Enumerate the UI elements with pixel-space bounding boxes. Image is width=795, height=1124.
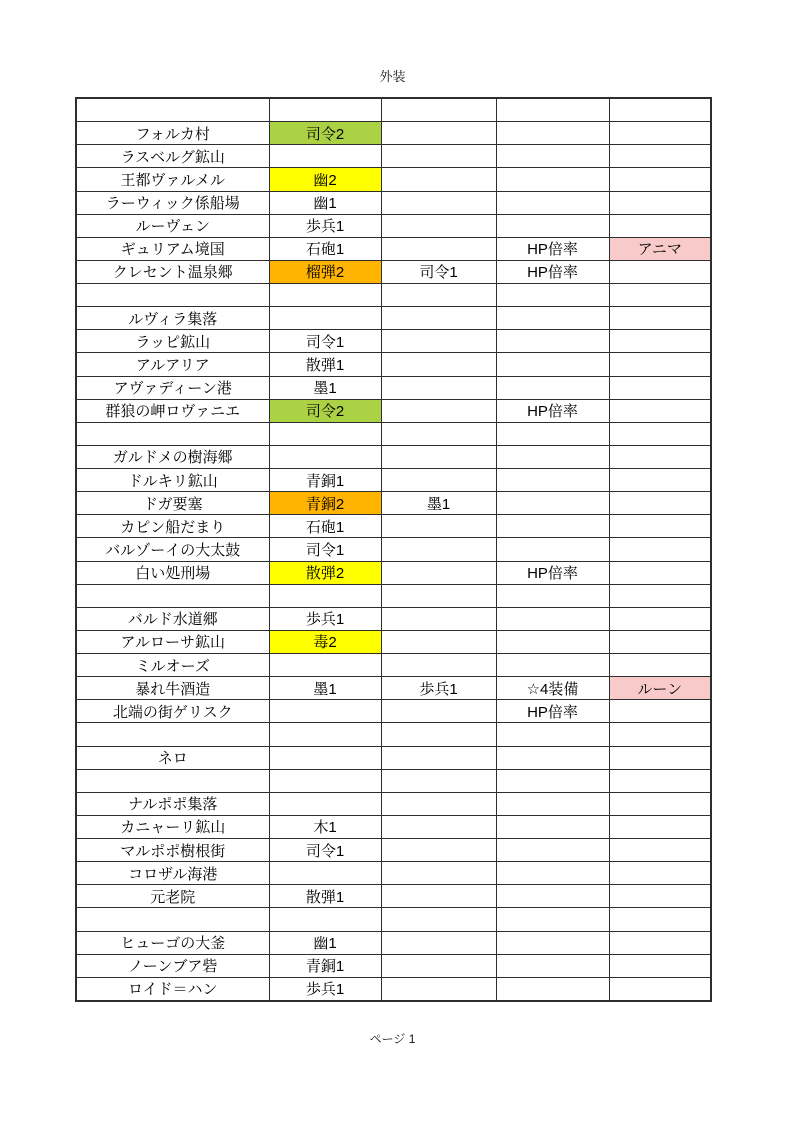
table-cell [381, 839, 496, 862]
table-cell: 青銅1 [269, 469, 381, 492]
table-cell [269, 908, 381, 931]
table-cell: 司令1 [381, 260, 496, 283]
table-cell [269, 445, 381, 468]
table-cell [76, 422, 269, 445]
table-cell [381, 977, 496, 1001]
table-row [76, 607, 711, 630]
spreadsheet-table [75, 97, 712, 1002]
table-cell: ラスベルグ鉱山 [76, 145, 269, 168]
table-cell [609, 307, 711, 330]
table-cell: ミルオーズ [76, 654, 269, 677]
table-cell [609, 654, 711, 677]
table-cell: 青銅2 [269, 492, 381, 515]
table-cell: ネロ [76, 746, 269, 769]
table-cell [496, 654, 609, 677]
table-row [76, 815, 711, 838]
table-cell [76, 98, 269, 122]
table-cell [496, 122, 609, 145]
table-cell [609, 353, 711, 376]
table-cell: 群狼の岬ロヴァニエ [76, 399, 269, 422]
table-row [76, 977, 711, 1001]
table-row [76, 98, 711, 122]
table-cell [609, 584, 711, 607]
table-cell: マルポポ樹根街 [76, 839, 269, 862]
table-cell [609, 538, 711, 561]
table-cell [609, 98, 711, 122]
table-cell [381, 654, 496, 677]
table-cell [381, 214, 496, 237]
table-cell [609, 885, 711, 908]
table-cell [381, 561, 496, 584]
table-cell [496, 746, 609, 769]
table-cell [496, 422, 609, 445]
table-row [76, 839, 711, 862]
table-cell [609, 330, 711, 353]
table-cell [496, 954, 609, 977]
table-row [76, 214, 711, 237]
table-cell [496, 607, 609, 630]
table-row [76, 353, 711, 376]
table-row [76, 260, 711, 283]
table-cell: ギュリアム境国 [76, 237, 269, 260]
table-cell: 元老院 [76, 885, 269, 908]
table-cell [381, 746, 496, 769]
table-cell [609, 422, 711, 445]
table-cell [76, 284, 269, 307]
table-cell: ロイド＝ハン [76, 977, 269, 1001]
table-cell [496, 376, 609, 399]
table-cell [609, 792, 711, 815]
table-cell [609, 168, 711, 191]
table-cell: HP倍率 [496, 700, 609, 723]
table-cell [609, 191, 711, 214]
table-cell: 木1 [269, 815, 381, 838]
table-cell: 白い処刑場 [76, 561, 269, 584]
table-row [76, 330, 711, 353]
table-cell: HP倍率 [496, 237, 609, 260]
table-cell: 司令1 [269, 538, 381, 561]
table-cell: ヒューゴの大釜 [76, 931, 269, 954]
table-cell [496, 145, 609, 168]
table-row [76, 307, 711, 330]
table-cell [496, 353, 609, 376]
table-cell: 散弾1 [269, 885, 381, 908]
table-cell: バルゾーイの大太鼓 [76, 538, 269, 561]
table-cell [269, 862, 381, 885]
table-row [76, 931, 711, 954]
page-number: ページ 1 [369, 1032, 416, 1046]
table-cell [381, 191, 496, 214]
table-cell [496, 630, 609, 653]
table-cell: 榴弾2 [269, 260, 381, 283]
table-cell [381, 284, 496, 307]
table-cell [381, 931, 496, 954]
table-cell: 歩兵1 [381, 677, 496, 700]
table-cell [609, 214, 711, 237]
table-cell [381, 769, 496, 792]
table-cell: 北端の街ゲリスク [76, 700, 269, 723]
table-cell: ガルドメの樹海郷 [76, 445, 269, 468]
table-row [76, 538, 711, 561]
table-row [76, 422, 711, 445]
table-cell [76, 584, 269, 607]
table-cell: アルアリア [76, 353, 269, 376]
table-cell [381, 445, 496, 468]
table-cell: 司令1 [269, 330, 381, 353]
table-row [76, 792, 711, 815]
table-cell [381, 607, 496, 630]
table-cell: 石砲1 [269, 515, 381, 538]
table-cell [609, 445, 711, 468]
table-cell [609, 908, 711, 931]
table-row [76, 723, 711, 746]
table-cell [381, 353, 496, 376]
table-cell [496, 515, 609, 538]
table-cell: ナルポポ集落 [76, 792, 269, 815]
table-cell: 墨1 [269, 376, 381, 399]
table-cell [269, 769, 381, 792]
table-cell: 石砲1 [269, 237, 381, 260]
table-row [76, 584, 711, 607]
table-cell [609, 515, 711, 538]
table-cell: 幽2 [269, 168, 381, 191]
table-cell [381, 792, 496, 815]
table-cell [381, 237, 496, 260]
table-cell: アヴァディーン港 [76, 376, 269, 399]
table-cell: クレセント温泉郷 [76, 260, 269, 283]
table-row [76, 862, 711, 885]
table-cell: ドルキリ鉱山 [76, 469, 269, 492]
table-cell [496, 792, 609, 815]
table-cell [269, 307, 381, 330]
table-cell [609, 700, 711, 723]
table-row [76, 469, 711, 492]
table-row [76, 399, 711, 422]
table-cell [496, 584, 609, 607]
table-cell [496, 492, 609, 515]
table-cell: 毒2 [269, 630, 381, 653]
table-cell [609, 931, 711, 954]
table-cell [609, 723, 711, 746]
table-cell: 散弾1 [269, 353, 381, 376]
table-cell [496, 885, 609, 908]
table-cell [609, 561, 711, 584]
table-cell: 王都ヴァルメル [76, 168, 269, 191]
table-cell [496, 862, 609, 885]
table-cell: ルヴィラ集落 [76, 307, 269, 330]
table-cell [609, 284, 711, 307]
table-cell [496, 839, 609, 862]
table-cell [381, 908, 496, 931]
table-row [76, 237, 711, 260]
table-cell [496, 931, 609, 954]
table-cell [609, 399, 711, 422]
table-cell [269, 98, 381, 122]
table-cell [381, 422, 496, 445]
table-cell [496, 98, 609, 122]
table-row [76, 700, 711, 723]
table-cell [381, 330, 496, 353]
table-row [76, 561, 711, 584]
table-cell [269, 145, 381, 168]
table-cell [381, 700, 496, 723]
table-cell [609, 376, 711, 399]
table-cell [609, 769, 711, 792]
table-row [76, 746, 711, 769]
table-cell [381, 584, 496, 607]
table-row [76, 908, 711, 931]
table-cell: 散弾2 [269, 561, 381, 584]
table-cell [609, 492, 711, 515]
table-cell [496, 723, 609, 746]
table-cell [496, 330, 609, 353]
table-cell [496, 908, 609, 931]
table-cell: 歩兵1 [269, 607, 381, 630]
table-cell: 幽1 [269, 931, 381, 954]
table-cell [76, 908, 269, 931]
table-cell [609, 630, 711, 653]
table-cell: ドガ要塞 [76, 492, 269, 515]
table-cell [381, 98, 496, 122]
table-cell [381, 538, 496, 561]
table-cell: カニャーリ鉱山 [76, 815, 269, 838]
table-cell [496, 214, 609, 237]
table-row [76, 954, 711, 977]
table-cell: 司令2 [269, 122, 381, 145]
table-cell: アニマ [609, 237, 711, 260]
table-cell [381, 122, 496, 145]
sheet-title: 外装 [379, 69, 406, 84]
table-cell [609, 815, 711, 838]
table-cell [609, 862, 711, 885]
table-cell: 暴れ牛酒造 [76, 677, 269, 700]
table-cell: ノーンブア砦 [76, 954, 269, 977]
table-cell [609, 954, 711, 977]
table-cell [381, 168, 496, 191]
table-cell [609, 260, 711, 283]
table-cell [609, 469, 711, 492]
table-row [76, 654, 711, 677]
table-row [76, 168, 711, 191]
table-cell [496, 168, 609, 191]
table-cell [269, 284, 381, 307]
table-body [76, 98, 711, 1001]
table-cell [381, 885, 496, 908]
table-row [76, 885, 711, 908]
table-cell: フォルカ村 [76, 122, 269, 145]
table-cell [381, 515, 496, 538]
table-cell: 司令2 [269, 399, 381, 422]
table-cell [76, 769, 269, 792]
table-cell [269, 746, 381, 769]
table-row [76, 769, 711, 792]
table-cell [381, 862, 496, 885]
table-row [76, 445, 711, 468]
table-cell: ☆4装備 [496, 677, 609, 700]
table-cell [381, 376, 496, 399]
table-row [76, 145, 711, 168]
table-cell [381, 399, 496, 422]
table-row [76, 191, 711, 214]
table-cell [269, 584, 381, 607]
table-cell [381, 145, 496, 168]
table-cell: ラッピ鉱山 [76, 330, 269, 353]
table-cell: 司令1 [269, 839, 381, 862]
table-cell: 青銅1 [269, 954, 381, 977]
table-cell [269, 792, 381, 815]
table-cell: アルローサ鉱山 [76, 630, 269, 653]
table-cell [496, 815, 609, 838]
table-cell: 墨1 [269, 677, 381, 700]
table-cell [496, 191, 609, 214]
table-cell [496, 538, 609, 561]
table-cell [496, 445, 609, 468]
table-cell [609, 746, 711, 769]
table-cell [381, 954, 496, 977]
table-cell [609, 607, 711, 630]
table-cell: バルド水道郷 [76, 607, 269, 630]
table-row [76, 677, 711, 700]
table-cell [496, 469, 609, 492]
table-cell [381, 723, 496, 746]
table-cell: ルーン [609, 677, 711, 700]
table-cell: ルーヴェン [76, 214, 269, 237]
table-cell: 歩兵1 [269, 214, 381, 237]
table-cell [381, 630, 496, 653]
table-cell [609, 122, 711, 145]
table-row [76, 515, 711, 538]
table-cell [496, 769, 609, 792]
table-cell: カピン船だまり [76, 515, 269, 538]
table-cell [496, 307, 609, 330]
table-cell [496, 977, 609, 1001]
table-cell: HP倍率 [496, 260, 609, 283]
table-row [76, 284, 711, 307]
table-cell [76, 723, 269, 746]
table-cell [381, 469, 496, 492]
table-row [76, 630, 711, 653]
table-cell [381, 815, 496, 838]
table-cell [496, 284, 609, 307]
table-cell [269, 654, 381, 677]
table-row [76, 492, 711, 515]
table-cell: HP倍率 [496, 561, 609, 584]
table-cell [609, 839, 711, 862]
table-cell: HP倍率 [496, 399, 609, 422]
table-cell [269, 700, 381, 723]
table-cell: 墨1 [381, 492, 496, 515]
table-cell: ラーウィック係船場 [76, 191, 269, 214]
table-row [76, 122, 711, 145]
table-cell [269, 422, 381, 445]
table-cell: コロザル海港 [76, 862, 269, 885]
table-row [76, 376, 711, 399]
table-cell [269, 723, 381, 746]
table-cell [609, 145, 711, 168]
table-cell: 歩兵1 [269, 977, 381, 1001]
table-cell [381, 307, 496, 330]
table-cell: 幽1 [269, 191, 381, 214]
table-cell [609, 977, 711, 1001]
